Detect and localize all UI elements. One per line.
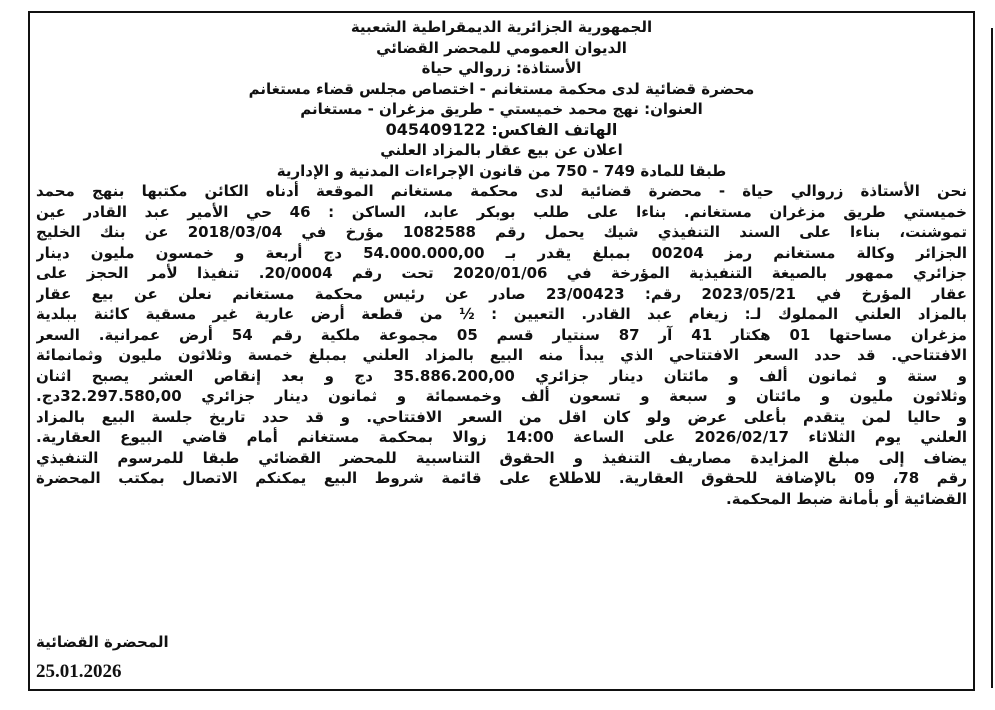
body-line: و حاليا لمن يتقدم بأعلى عرض ولو كان اقل من السعر الافتتاحي. و قد حدد تاريخ جلسة البيع بالمزاد xyxy=(36,407,967,426)
body-line: يضاف إلى مبلغ المزايدة مصاريف التنفيذ و الحقوق التناسبية للمحضر القضائي طبقا للمرسوم التنفيذي xyxy=(36,448,967,467)
jurisdiction: محضرة قضائية لدى محكمة مستغانم - اختصاص مجلس قضاء مستغانم xyxy=(248,79,755,98)
body-line: جزائري ممهور بالصيغة التنفيذية المؤرخة في 2020/01/06 تحت رقم 20/0004. تنفيذا لأمر الحجز على xyxy=(36,264,967,282)
legal-basis: طبقا للمادة 749 - 750 من قانون الإجراءات المدنية و الإدارية xyxy=(276,161,727,180)
body-line: و ستة و ثمانون ألف و مائتان دينار جزائري 35.886.200,00 دج و بعد إنقاص العشر يصبح اثنان xyxy=(36,366,967,385)
body-line: العلني يوم الثلاثاء 2026/02/17 على الساعة 14:00 زوالا بمحكمة مستغانم أمام قاضي البيوع العقارية. xyxy=(36,428,967,446)
notice-header xyxy=(30,17,973,181)
body-line: مزغران مساحتها 01 هكتار 41 آر 87 سنتيار قسم 05 مجموعة ملكية رقم 54 أرض عمرانية. السعر xyxy=(36,325,967,344)
office-address: العنوان: نهج محمد خميستي - طريق مزغران - مستغانم xyxy=(300,100,703,118)
notice-title: اعلان عن بيع عقار بالمزاد العلني xyxy=(380,141,623,159)
body-line: بالمزاد العلني المملوك لـ: زيغام عبد القادر. التعيين : ½ من قطعة أرض عارية غير مسقية كائنة ببلدية xyxy=(36,305,967,323)
notice-date: 25.01.2026 xyxy=(36,661,122,682)
body-line: الافتتاحي. قد حدد السعر الافتتاحي الذي يبدأ منه البيع بالمزاد العلني بمبلغ خمسة وثلاثون مليون وثمانمائة xyxy=(36,346,967,364)
signature-title: المحضرة القضائية xyxy=(36,633,169,651)
phone-fax: الهاتف الفاكس: 045409122 xyxy=(385,119,618,139)
column-divider xyxy=(991,28,993,688)
body-line: القضائية أو بأمانة ضبط المحكمة. xyxy=(726,489,967,508)
auction-notice-frame xyxy=(28,11,975,691)
body-line: وثلاثون مليون و مائتان و سبعة و تسعون ألف وخمسمائة و ثمانون دينار جزائري 32.297.580,00دج. xyxy=(36,387,967,405)
bailiff-name: الأستاذة: زروالي حياة xyxy=(421,59,582,77)
body-line: تموشنت، بناءا على السند التنفيذي شيك يحمل رقم 1082588 مؤرخ في 2018/03/04 عن بنك الخليج xyxy=(36,223,967,241)
republic-title: الجمهورية الجزائرية الديمقراطية الشعبية xyxy=(350,18,653,36)
body-line: الجزائر وكالة مستغانم رمز 00204 بمبلغ يقدر بـ 54.000.000,00 دج أربعة و خمسون مليون دينار xyxy=(36,243,967,262)
notice-body xyxy=(36,181,967,509)
body-line: رقم 78، 09 بالإضافة للحقوق العقارية. للاطلاع على قائمة شروط البيع يمكنكم الاتصال بمكتب المحضرة xyxy=(36,469,967,487)
office-title: الديوان العمومي للمحضر القضائي xyxy=(376,38,627,57)
body-line: عقار المؤرخ في 2023/05/21 رقم: 23/00423 صادر عن رئيس محكمة مستغانم نعلن عن بيع عقار xyxy=(36,284,967,303)
body-line: خميستي طريق مزغران مستغانم. بناءا على طلب بوبكر عابد، الساكن : 46 حي الأمير عبد القادر عين xyxy=(36,202,967,221)
body-line: نحن الأستاذة زروالي حياة - محضرة قضائية لدى محكمة مستغانم الموقعة أدناه الكائن مكتبها بنهج محمد xyxy=(36,182,967,200)
